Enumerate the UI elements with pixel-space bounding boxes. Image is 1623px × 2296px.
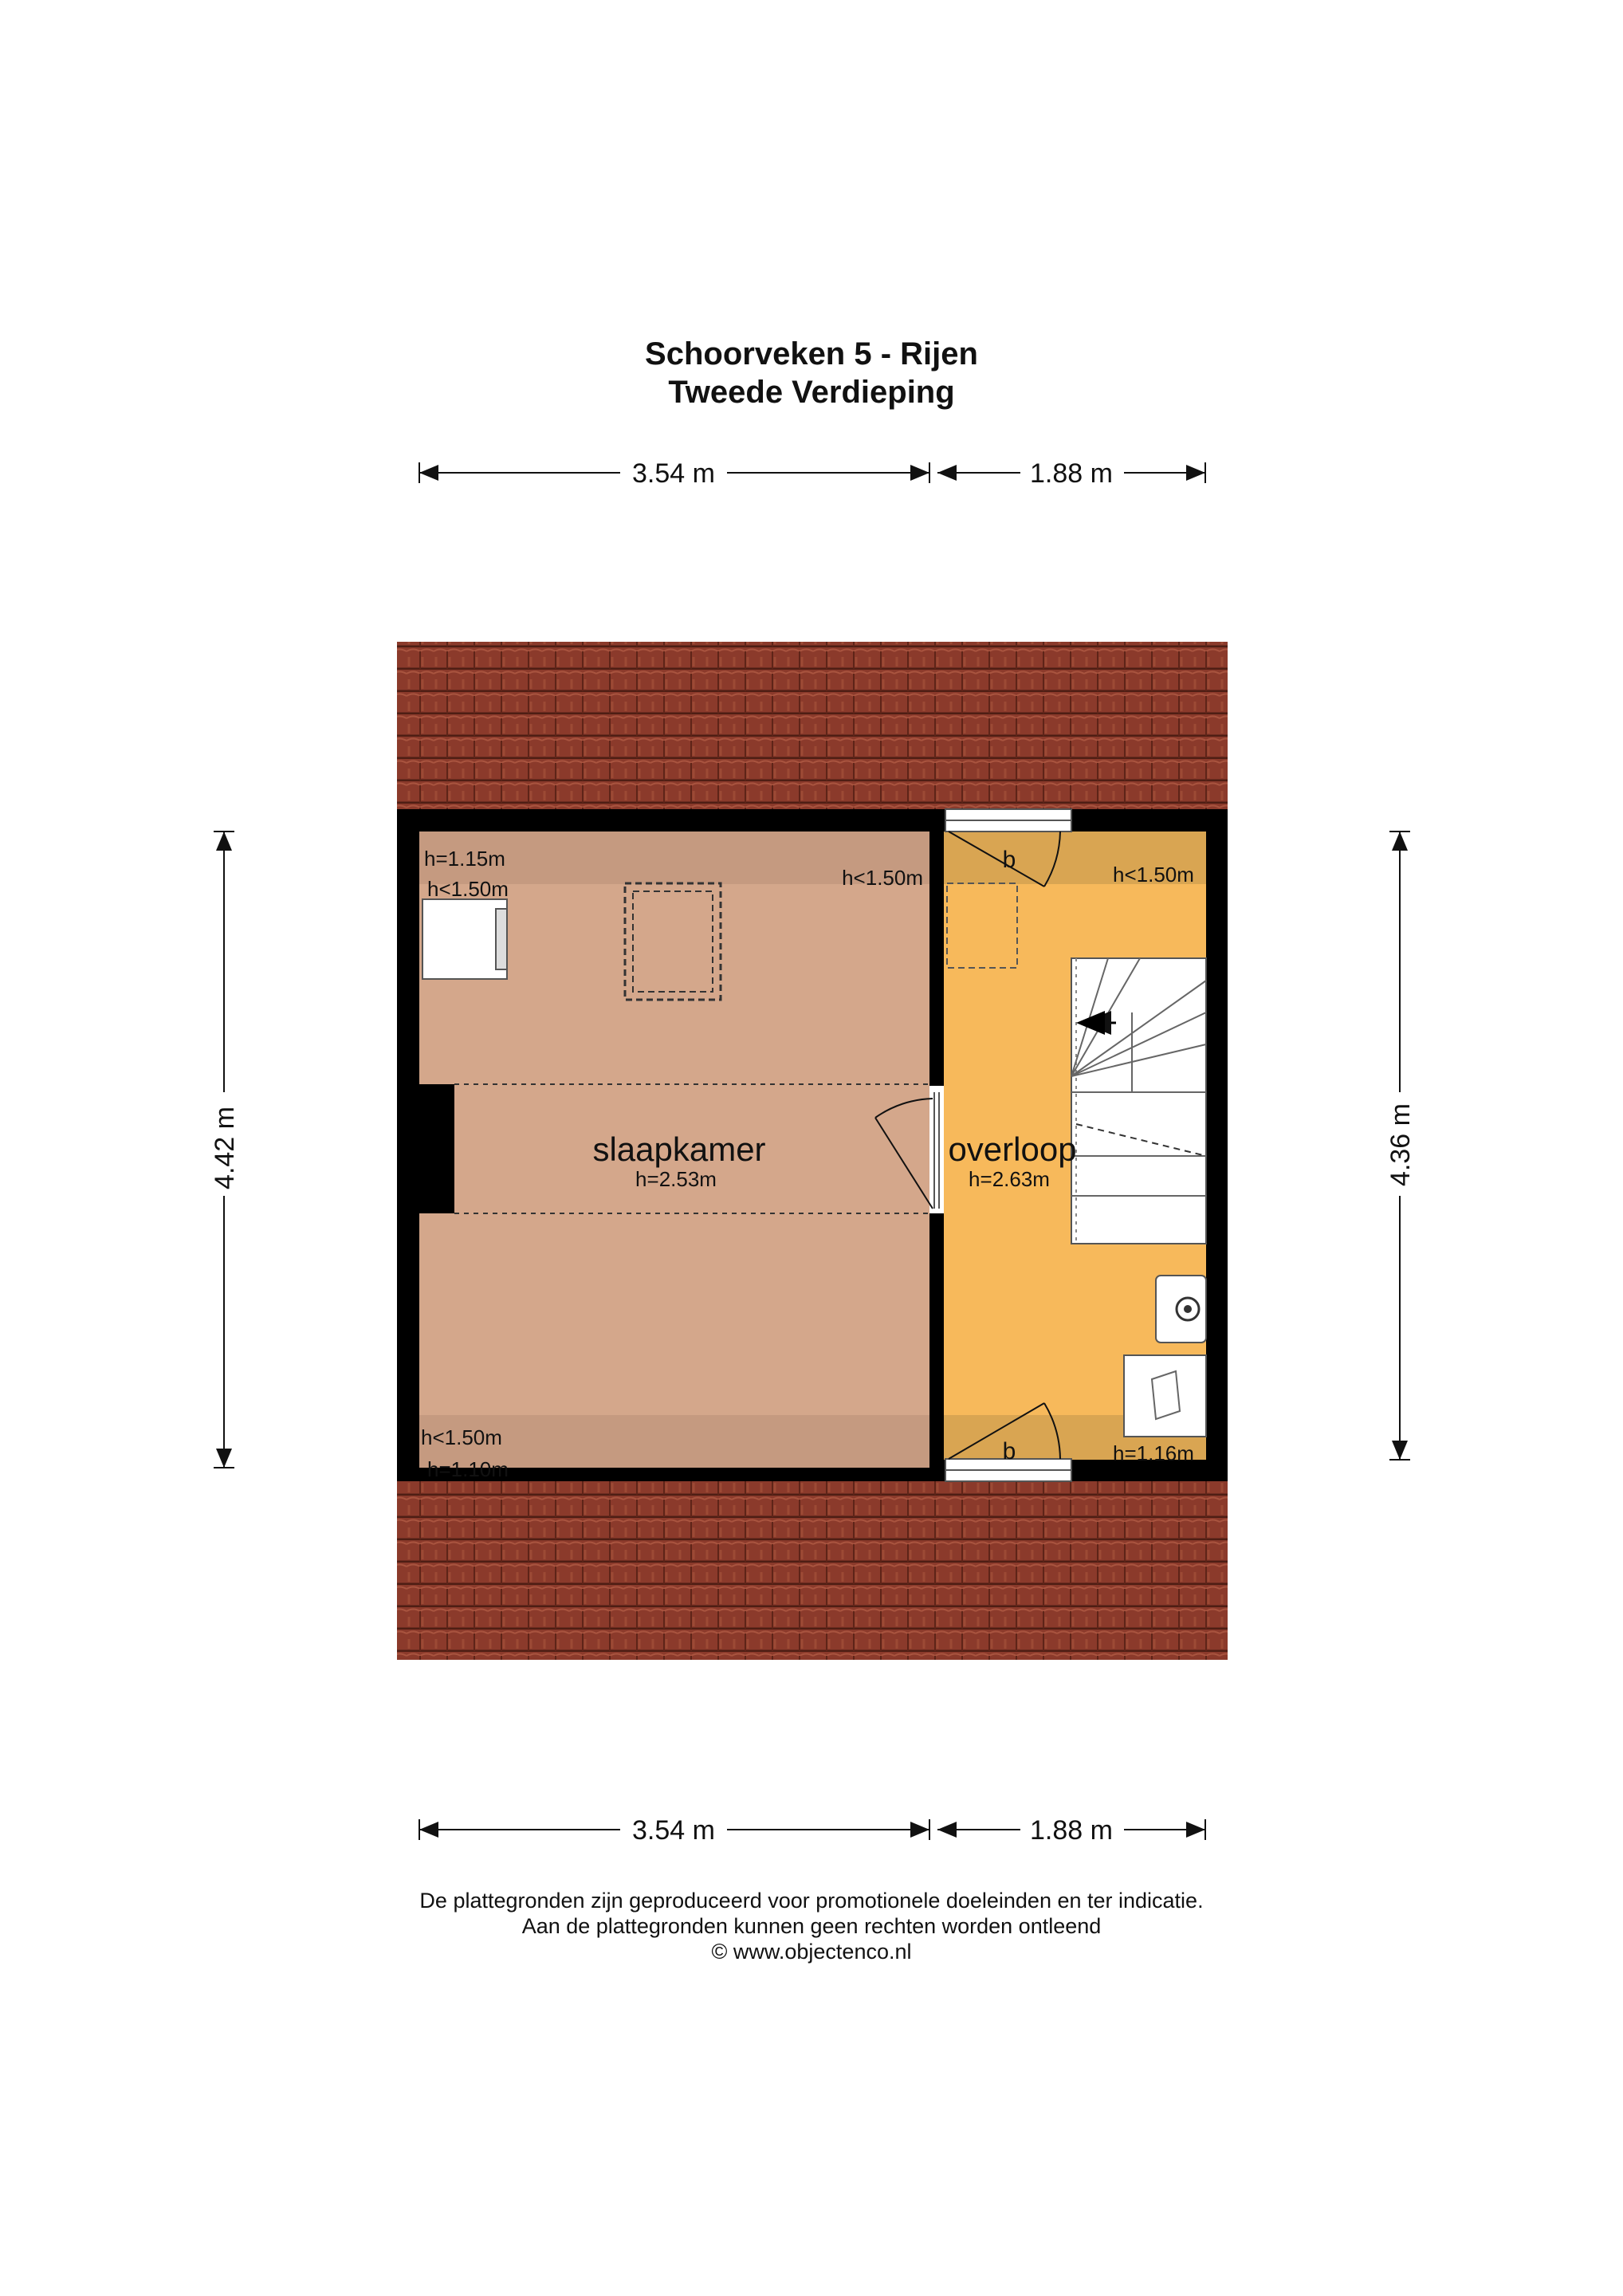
window-top-label: b xyxy=(1002,847,1016,873)
staircase xyxy=(1071,958,1206,1244)
copyright-line: © www.objectenco.nl xyxy=(711,1940,912,1964)
dim-top-right: 1.88 m xyxy=(1030,458,1113,489)
storage-unit xyxy=(1124,1355,1206,1437)
slaapkamer-height-top-left-1: h=1.15m xyxy=(424,847,505,871)
window-bottom-label: b xyxy=(1002,1438,1016,1464)
dim-left: 4.42 m xyxy=(210,1107,240,1189)
dimension-left xyxy=(210,832,240,1468)
chimney xyxy=(419,1084,454,1213)
slaapkamer-height-top-left-2: h<1.50m xyxy=(427,877,509,901)
overloop-height: h=2.63m xyxy=(969,1167,1050,1191)
slaapkamer-height-bottom-1: h<1.50m xyxy=(421,1425,502,1449)
overloop-label: overloop xyxy=(948,1130,1077,1168)
dim-top-left: 3.54 m xyxy=(632,458,715,489)
dim-bottom-right: 1.88 m xyxy=(1030,1815,1113,1846)
dim-bottom-left: 3.54 m xyxy=(632,1815,715,1846)
overloop-height-top: h<1.50m xyxy=(1113,863,1194,887)
dimension-top xyxy=(419,458,1205,489)
dimension-bottom xyxy=(419,1815,1205,1846)
slaapkamer-height-bottom-2: h=1.10m xyxy=(427,1457,509,1481)
dim-right: 4.36 m xyxy=(1385,1103,1416,1186)
floor-title: Tweede Verdieping xyxy=(668,375,955,410)
slaapkamer-height-top-right: h<1.50m xyxy=(842,866,923,890)
slaapkamer-height: h=2.53m xyxy=(635,1167,717,1191)
disclaimer-line-2: Aan de plattegronden kunnen geen rechten worden ontleend xyxy=(521,1914,1102,1938)
plan-title: Schoorveken 5 - Rijen xyxy=(645,336,978,372)
overloop-height-bottom: h=1.16m xyxy=(1113,1441,1194,1465)
washing-machine xyxy=(422,899,507,979)
slaapkamer-label: slaapkamer xyxy=(592,1130,766,1168)
roof-bottom xyxy=(397,1467,1228,1660)
disclaimer-line-1: De plattegronden zijn geproduceerd voor promotionele doeleinden en ter indicatie. xyxy=(419,1889,1204,1913)
dimension-right xyxy=(1385,832,1416,1460)
boiler xyxy=(1156,1276,1206,1343)
roof-top xyxy=(397,642,1228,817)
